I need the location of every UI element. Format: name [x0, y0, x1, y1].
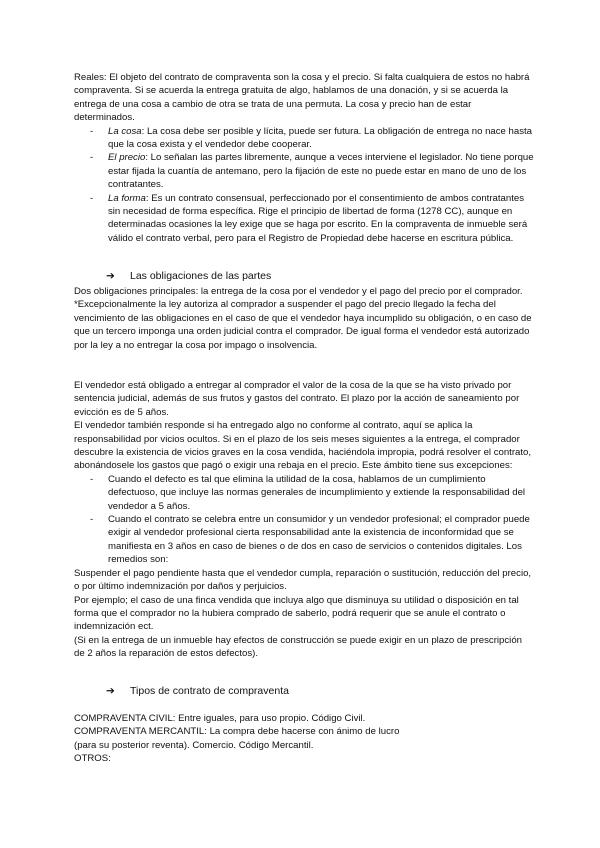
- dash-icon: -: [90, 152, 94, 164]
- arrow-right-icon: ➔: [106, 270, 115, 282]
- list-item-text: : Es un contrato consensual, perfeccionado por el consentimiento de ambos contratantes sin necesidad de forma específica. Rige el principio de libertad de forma (1278 CC), aunque en determinadas ocasiones la ley exige que se haga por escrito. En la compraventa de inmueble será válido el contrato verbal, pero para el Registro de Propiedad debe hacerse en escritura pública.: [108, 192, 528, 244]
- reales-intro: Reales: El objeto del contrato de compraventa son la cosa y el precio. Si falta cualquiera de estos no habrá compraventa. Si se acuerda la entrega gratuita de algo, hablamos de una donación, y si se acuerda la entrega de una cosa a cambio de otra se trata de una permuta. La cosa y precio han de estar determinados.: [74, 72, 530, 124]
- paragraph: El vendedor también responde si ha entregado algo no conforme al contrato, aquí se aplica la responsabilidad por vicios ocultos. Si en el plazo de los seis meses siguientes a la entrega, el comprador descubre la existencia de vicios graves en la cosa vendida, haciéndola impropia, podrá resolver el contrato, abonándosele los gastos que pagó o exigir una rebaja en el precio. Este ámbito tiene sus excepciones:: [74, 420, 532, 472]
- list-item: [74, 192, 534, 246]
- paragraph: COMPRAVENTA MERCANTIL: La compra debe hacerse con ánimo de lucro: [74, 726, 400, 738]
- section-heading-obligaciones: [106, 270, 271, 283]
- excepciones-list: [74, 473, 534, 567]
- dash-icon: -: [90, 125, 94, 137]
- dash-icon: -: [90, 473, 94, 485]
- list-item-text: : Lo señalan las partes libremente, aunque a veces interviene el legislador. No tiene porque estar fijada la cuantía de antemano, pero la fijación de este no puede estar en mano de uno de los contratantes.: [108, 152, 534, 191]
- obligaciones-section: [74, 285, 534, 352]
- list-item: [74, 473, 534, 513]
- list-item: [74, 151, 534, 191]
- paragraph: COMPRAVENTA CIVIL: Entre iguales, para uso propio. Código Civil.: [74, 713, 366, 724]
- list-item-text: Cuando el contrato se celebra entre un consumidor y un vendedor profesional; el comprador puede exigir al vendedor profesional cierta responsabilidad ante la existencia de inconformidad que se manifiesta en 3 años en caso de bienes o de dos en caso de servicios o contenidos digitales. Los remedios son:: [108, 514, 530, 566]
- paragraph: (para su posterior reventa). Comercio. Código Mercantil.: [74, 739, 314, 751]
- paragraph: Suspender el pago pendiente hasta que el vendedor cumpla, reparación o sustitución, reducción del precio, o por último indemnización por daños y perjuicios.: [74, 567, 532, 593]
- list-item-term: La cosa: [108, 125, 142, 137]
- paragraph: (Si en la entrega de un inmueble hay efectos de construcción se puede exigir en un plazo de prescripción de 2 años la reparación de estos defectos).: [74, 634, 522, 660]
- paragraph: *Excepcionalmente la ley autoriza al comprador a suspender el pago del precio llegado la fecha del vencimiento de las obligaciones en el caso de que el vendedor haya incumplido su obligación, o en caso de que un tercero imponga una orden judicial contra el comprador. De igual forma el vendedor está autorizado por la ley a no entregar la cosa por impago o insolvencia.: [74, 299, 532, 351]
- reales-list: [74, 125, 534, 246]
- section-heading-tipos: [106, 685, 289, 698]
- paragraph: El vendedor está obligado a entregar al comprador el valor de la cosa de la que se ha visto privado por sentencia judicial, además de sus frutos y gastos del contrato. El plazo por la acción de saneamiento por evicción es de 5 años.: [74, 380, 520, 418]
- heading-text: Las obligaciones de las partes: [130, 270, 272, 282]
- list-item-term: La forma: [108, 192, 146, 204]
- tipos-section: [74, 712, 534, 766]
- paragraph: Dos obligaciones principales: la entrega de la cosa por el vendedor y el pago del precio por el comprador.: [74, 286, 523, 297]
- obligaciones-section-2: [74, 379, 534, 661]
- list-item-text: Cuando el defecto es tal que elimina la utilidad de la cosa, hablamos de un cumplimiento defectuoso, que incluye las normas generales de incumplimiento y extiende la responsabilidad del vendedor a 5 años.: [108, 473, 526, 512]
- list-item: [74, 125, 534, 152]
- dash-icon: -: [90, 514, 94, 526]
- reales-section: [74, 71, 534, 245]
- dash-icon: -: [90, 192, 94, 204]
- paragraph: Por ejemplo; el caso de una finca vendida que incluya algo que disminuya su utilidad o disposición en tal forma que el comprador no la hubiera comprado de saberlo, podrá requerir que se anule el contrato o indemnización ect.: [74, 594, 519, 633]
- list-item: [74, 513, 534, 567]
- arrow-right-icon: ➔: [106, 685, 115, 697]
- list-item-term: El precio: [108, 152, 146, 164]
- heading-text: Tipos de contrato de compraventa: [130, 685, 289, 697]
- paragraph: OTROS:: [74, 753, 111, 765]
- list-item-text: : La cosa debe ser posible y lícita, puede ser futura. La obligación de entrega no nace hasta que la cosa exista y el vendedor debe cooperar.: [108, 125, 533, 151]
